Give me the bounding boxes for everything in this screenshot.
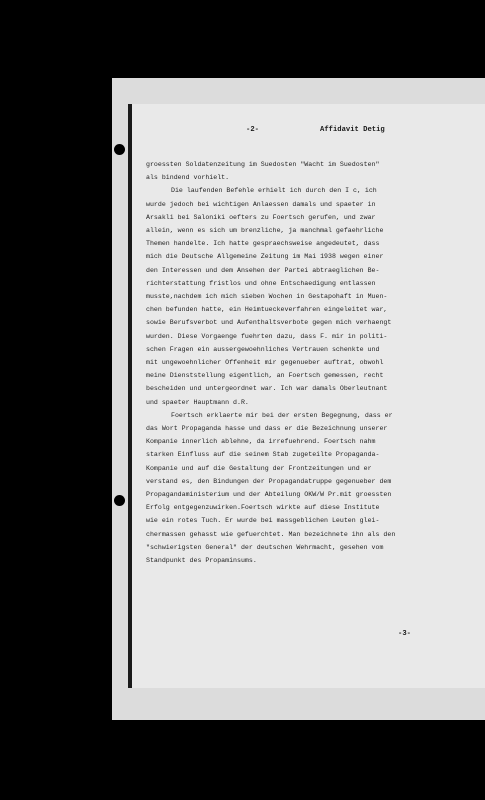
text-line: Kompanie und auf die Gestaltung der Frontzeitungen und er xyxy=(146,464,372,472)
text-line: Kompanie innerlich ablehne, da irrefuehrend. Foertsch nahm xyxy=(146,438,376,446)
punch-hole-bottom xyxy=(114,495,125,506)
document-body xyxy=(146,158,476,567)
text-line: starken Einfluss auf die seinem Stab zugeteilte Propaganda- xyxy=(146,451,380,459)
paragraph xyxy=(146,184,476,408)
page-number: -2- xyxy=(246,126,259,134)
page-header xyxy=(0,126,485,140)
text-line: bescheiden und untergeordnet war. Ich war damals Oberleutnant xyxy=(146,385,388,393)
text-line: allein, wenn es sich um brenzliche, ja manchmal gefaehrliche xyxy=(146,227,384,235)
text-line: "schwierigsten General" der deutschen Wehrmacht, gesehen vom xyxy=(146,543,384,551)
text-line: Propagandaministerium und der Abteilung OKW/W Pr.mit groessten xyxy=(146,491,392,499)
text-line: Die laufenden Befehle erhielt ich durch den I c, ich xyxy=(171,187,377,195)
continuation-mark: -3- xyxy=(398,630,411,638)
document-title: Affidavit Detig xyxy=(320,126,385,134)
text-line: mit ungewoehnlicher Offenheit mir gegenueber auftrat, obwohl xyxy=(146,359,384,367)
text-line: Arsakli bei Saloniki oefters zu Foertsch gerufen, und zwar xyxy=(146,213,376,221)
text-line: schen Fragen ein aussergewoehnliches Vertrauen schenkte und xyxy=(146,345,380,353)
punch-hole-top xyxy=(114,144,125,155)
text-line: verstand es, den Bindungen der Propagandatruppe gegenueber dem xyxy=(146,477,392,485)
text-line: groessten Soldatenzeitung im Suedosten "Wacht im Suedosten" xyxy=(146,161,380,168)
text-line: das Wort Propaganda hasse und dass er die Bezeichnung unserer xyxy=(146,425,388,433)
text-line: Erfolg entgegenzuwirken.Foertsch wirkte auf diese Institute xyxy=(146,504,380,512)
text-line: wurde jedoch bei wichtigen Anlaessen damals und spaeter in xyxy=(146,200,376,208)
text-line: chermassen gehasst wie gefuerchtet. Man bezeichnete ihn als den xyxy=(146,530,396,538)
text-line: Standpunkt des Propaminsums. xyxy=(146,557,257,565)
text-line: wurden. Diese Vorgaenge fuehrten dazu, dass F. mir in politi- xyxy=(146,332,388,340)
paragraph xyxy=(146,158,476,184)
paragraph xyxy=(146,409,476,567)
text-line: meine Dienststellung eigentlich, an Foertsch gemessen, recht xyxy=(146,372,384,380)
text-line: chen befunden hatte, ein Heimtueckeverfahren eingeleitet war, xyxy=(146,306,388,314)
text-line: richterstattung fristlos und ohne Entschaedigung entlassen xyxy=(146,279,376,287)
text-line: Themen handelte. Ich hatte gespraechsweise angedeutet, dass xyxy=(146,240,380,248)
text-line: den Interessen und dem Ansehen der Partei abtraeglichen Be- xyxy=(146,266,380,274)
text-line: und spaeter Hauptmann d.R. xyxy=(146,398,249,406)
text-line: sowie Berufsverbot und Aufenthaltsverbote gegen mich verhaengt xyxy=(146,319,392,327)
text-line: als bindend vorhielt. xyxy=(146,174,230,182)
text-line: musste,nachdem ich mich sieben Wochen in Gestapohaft in Muen- xyxy=(146,293,388,301)
text-line: mich die Deutsche Allgemeine Zeitung im Mai 1938 wegen einer xyxy=(146,253,384,261)
text-line: wie ein rotes Tuch. Er wurde bei massgeblichen Leuten glei- xyxy=(146,517,380,525)
text-line: Foertsch erklaerte mir bei der ersten Begegnung, dass er xyxy=(171,411,393,419)
